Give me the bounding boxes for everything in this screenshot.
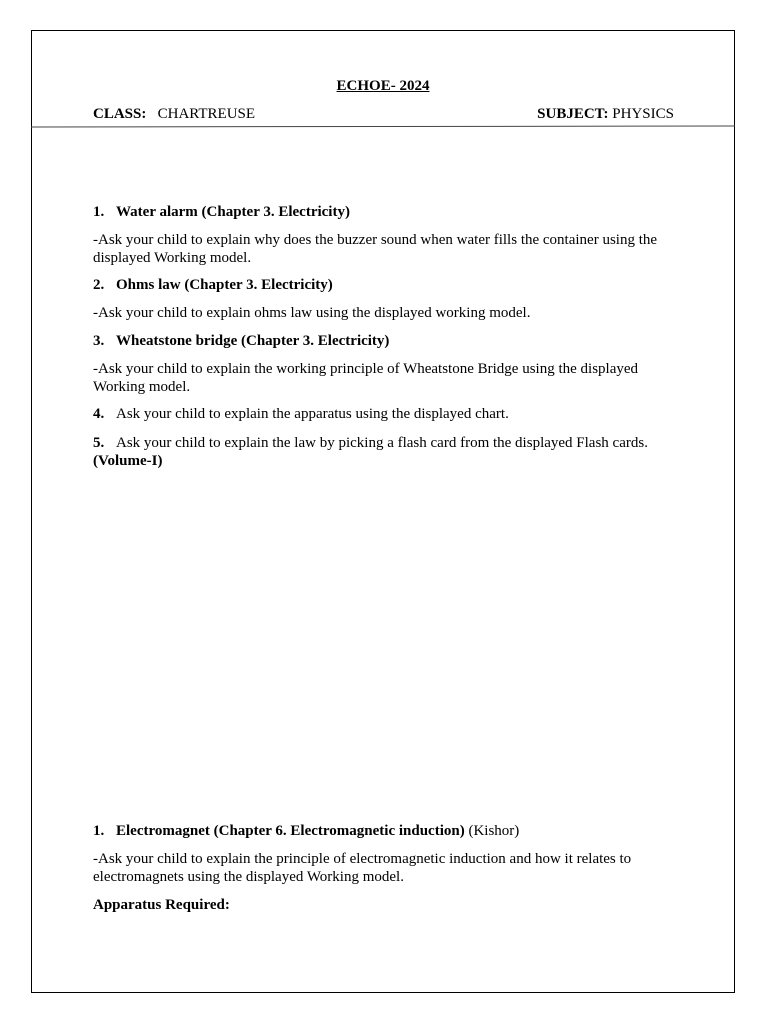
subject-value: PHYSICS [612,106,674,122]
item-3-title: Wheatstone bridge (Chapter 3. Electricity) [116,333,390,349]
item-4-number: 4. [93,406,105,422]
apparatus-label: Apparatus Required: [93,897,230,913]
item-2-title: Ohms law (Chapter 3. Electricity) [116,277,333,293]
item-2-text: -Ask your child to explain ohms law using the displayed working model. [93,305,531,321]
section2-text: -Ask your child to explain the principle of electromagnetic induction and how it relates to electromagnets using the displayed Working model. [93,851,632,885]
document-title: ECHOE- 2024 [336,78,430,94]
item-4-text: Ask your child to explain the apparatus using the displayed chart. [116,406,509,422]
item-2-number: 2. [93,277,105,293]
section2-number: 1. [93,823,105,839]
item-5-number: 5. [93,435,105,451]
item-3-heading [93,332,683,350]
item-3-number: 3. [93,333,105,349]
item-5-suffix: (Volume-I) [93,453,163,469]
section2-note: (Kishor) [468,823,520,839]
item-1-text: -Ask your child to explain why does the buzzer sound when water fills the container using the displayed Working model. [93,232,658,266]
header-row [93,106,674,123]
subject-info [537,106,674,123]
item-3-text: -Ask your child to explain the working principle of Wheatstone Bridge using the displayed Working model. [93,361,639,395]
item-5-text: Ask your child to explain the law by picking a flash card from the displayed Flash cards. [116,435,648,451]
page-border [31,30,735,993]
item-5 [93,434,683,470]
section2-heading [93,822,683,840]
item-1-title: Water alarm (Chapter 3. Electricity) [116,204,350,220]
item-2-heading [93,276,683,294]
item-1-heading [93,203,683,221]
class-label: CLASS: [93,106,147,122]
item-1-number: 1. [93,204,105,220]
subject-label: SUBJECT: [537,106,609,122]
section2-title: Electromagnet (Chapter 6. Electromagnetic induction) [116,823,465,839]
class-info [93,106,255,123]
item-4 [93,405,683,423]
class-value: CHARTREUSE [157,106,256,122]
